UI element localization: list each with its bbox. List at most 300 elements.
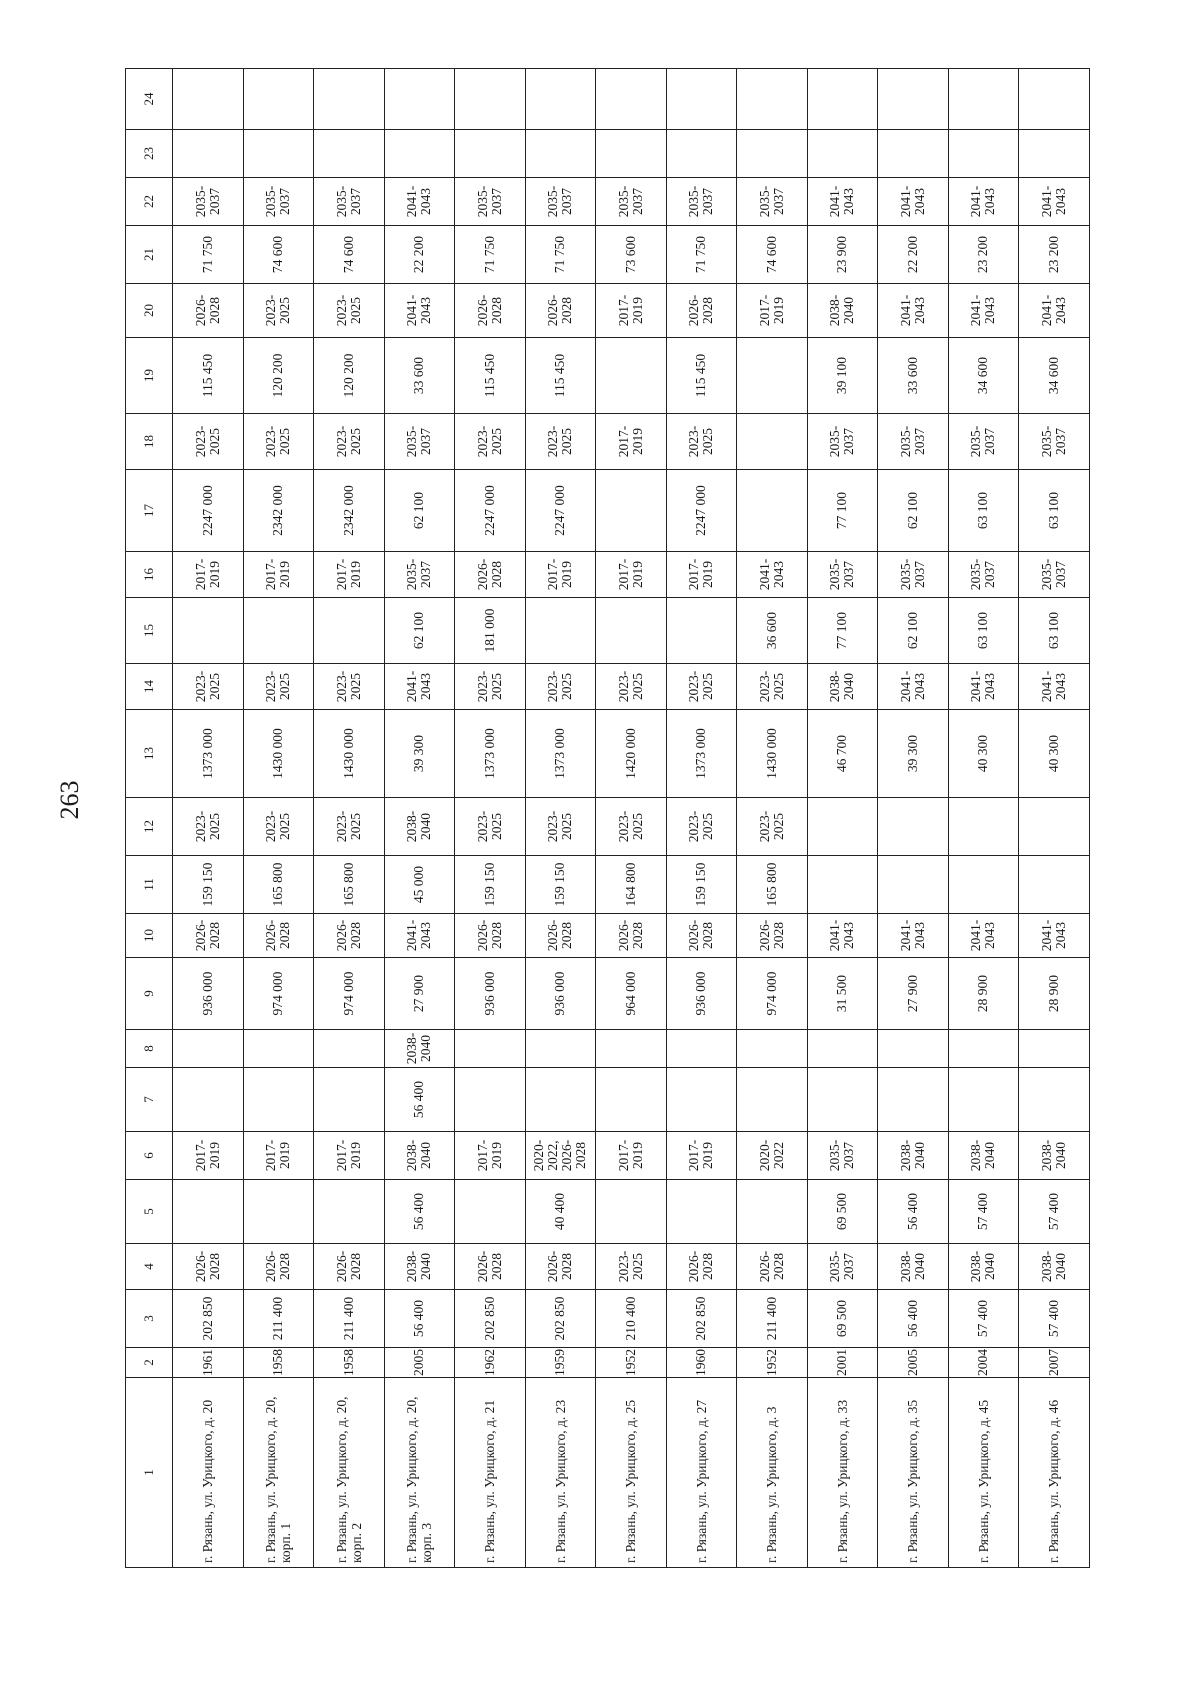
table-cell — [525, 130, 596, 178]
table-cell — [596, 1180, 667, 1244]
table-cell: 2023- 2025 — [243, 664, 314, 710]
table-cell: 974 000 — [243, 958, 314, 1030]
table-cell — [666, 598, 737, 664]
table-cell — [314, 1180, 385, 1244]
table-cell — [666, 130, 737, 178]
table-cell — [596, 130, 667, 178]
address-cell: г. Рязань, ул. Урицкого, д. 23 — [525, 1378, 596, 1568]
address-cell: г. Рязань, ул. Урицкого, д. 3 — [737, 1378, 808, 1568]
table-cell: 936 000 — [525, 958, 596, 1030]
table-cell: 974 000 — [314, 958, 385, 1030]
address-cell: г. Рязань, ул. Урицкого, д. 35 — [878, 1378, 949, 1568]
column-header: 8 — [126, 1030, 173, 1068]
table-cell — [243, 1180, 314, 1244]
table-cell — [596, 338, 667, 414]
table-cell: 2247 000 — [455, 470, 526, 552]
table-cell: 63 100 — [948, 470, 1019, 552]
table-cell — [596, 1030, 667, 1068]
table-cell: 56 400 — [384, 1180, 455, 1244]
table-cell: 2035- 2037 — [948, 552, 1019, 598]
table-cell — [173, 130, 244, 178]
column-header: 12 — [126, 798, 173, 856]
table-cell: 69 500 — [807, 1290, 878, 1348]
table-cell: 165 800 — [737, 856, 808, 914]
table-cell: 2035- 2037 — [525, 178, 596, 226]
table-cell: 2035- 2037 — [173, 178, 244, 226]
column-header: 7 — [126, 1068, 173, 1132]
table-cell: 56 400 — [384, 1068, 455, 1132]
table-cell: 2023- 2025 — [455, 664, 526, 710]
table-cell: 2038- 2040 — [1019, 1132, 1090, 1180]
table-cell: 2038- 2040 — [384, 1244, 455, 1290]
table-cell — [243, 598, 314, 664]
table-cell — [173, 1068, 244, 1132]
table-cell: 2041- 2043 — [737, 552, 808, 598]
table-cell: 2038- 2040 — [878, 1132, 949, 1180]
table-cell: 2023- 2025 — [737, 798, 808, 856]
column-header: 20 — [126, 284, 173, 338]
table-cell — [807, 69, 878, 130]
table-cell: 2041- 2043 — [878, 178, 949, 226]
table-cell: 40 400 — [525, 1180, 596, 1244]
table-cell: 115 450 — [666, 338, 737, 414]
table-cell: 120 200 — [314, 338, 385, 414]
table-cell: 28 900 — [948, 958, 1019, 1030]
table-cell — [173, 598, 244, 664]
table-cell — [596, 69, 667, 130]
table-cell: 2035- 2037 — [807, 1132, 878, 1180]
column-header: 14 — [126, 664, 173, 710]
table-cell — [807, 1030, 878, 1068]
table-cell — [1019, 798, 1090, 856]
table-cell: 2035- 2037 — [1019, 414, 1090, 470]
address-cell: г. Рязань, ул. Урицкого, д. 20 — [173, 1378, 244, 1568]
table-cell: 2035- 2037 — [455, 178, 526, 226]
table-cell: 211 400 — [243, 1290, 314, 1348]
table-cell — [737, 1030, 808, 1068]
table-cell: 74 600 — [737, 226, 808, 284]
table-cell: 2026- 2028 — [666, 914, 737, 958]
table-cell: 2038- 2040 — [384, 1132, 455, 1180]
address-cell: г. Рязань, ул. Урицкого, д. 33 — [807, 1378, 878, 1568]
table-cell: 2041- 2043 — [948, 914, 1019, 958]
table-row — [878, 69, 949, 1568]
table-cell: 2026- 2028 — [666, 284, 737, 338]
column-header: 3 — [126, 1290, 173, 1348]
column-header: 23 — [126, 130, 173, 178]
table-cell: 2342 000 — [243, 470, 314, 552]
address-cell: г. Рязань, ул. Урицкого, д. 27 — [666, 1378, 737, 1568]
table-cell: 2023- 2025 — [737, 664, 808, 710]
table-row — [807, 69, 878, 1568]
table-cell: 2035- 2037 — [807, 1244, 878, 1290]
table-cell: 2041- 2043 — [384, 664, 455, 710]
table-cell — [1019, 69, 1090, 130]
table-cell: 181 000 — [455, 598, 526, 664]
table-cell: 63 100 — [948, 598, 1019, 664]
table-cell — [878, 1030, 949, 1068]
column-header: 9 — [126, 958, 173, 1030]
table-cell — [243, 130, 314, 178]
table-cell: 2026- 2028 — [314, 1244, 385, 1290]
table-cell: 2041- 2043 — [948, 664, 1019, 710]
table-cell: 2026- 2028 — [455, 284, 526, 338]
table-cell: 2026- 2028 — [525, 914, 596, 958]
table-row — [384, 69, 455, 1568]
table-cell: 202 850 — [173, 1290, 244, 1348]
table-cell — [314, 1030, 385, 1068]
table-cell — [948, 856, 1019, 914]
table-cell — [314, 130, 385, 178]
address-cell: г. Рязань, ул. Урицкого, д. 21 — [455, 1378, 526, 1568]
table-cell: 40 300 — [948, 710, 1019, 798]
table-cell — [243, 69, 314, 130]
table-cell: 2023- 2025 — [243, 414, 314, 470]
table-cell: 936 000 — [455, 958, 526, 1030]
table-cell: 39 100 — [807, 338, 878, 414]
table-header-row — [126, 69, 173, 1568]
table-cell: 2017- 2019 — [596, 552, 667, 598]
table-cell: 2023- 2025 — [455, 798, 526, 856]
table-cell: 2035- 2037 — [1019, 552, 1090, 598]
table-cell — [807, 1068, 878, 1132]
table-cell: 56 400 — [878, 1180, 949, 1244]
table-cell: 2007 — [1019, 1348, 1090, 1378]
table-cell — [525, 1068, 596, 1132]
table-cell: 2026- 2028 — [455, 914, 526, 958]
table-cell: 23 200 — [948, 226, 1019, 284]
table-cell: 159 150 — [173, 856, 244, 914]
table-cell: 77 100 — [807, 470, 878, 552]
table-cell — [948, 1068, 1019, 1132]
table-cell: 115 450 — [525, 338, 596, 414]
table-row — [596, 69, 667, 1568]
table-cell: 2023- 2025 — [243, 798, 314, 856]
table-cell: 2017- 2019 — [596, 284, 667, 338]
address-cell: г. Рязань, ул. Урицкого, д. 20, корп. 3 — [384, 1378, 455, 1568]
table-cell: 2035- 2037 — [384, 552, 455, 598]
table-cell — [878, 69, 949, 130]
table-cell: 210 400 — [596, 1290, 667, 1348]
table-cell — [878, 856, 949, 914]
table-cell: 2038- 2040 — [948, 1244, 1019, 1290]
table-cell: 2023- 2025 — [173, 664, 244, 710]
table-cell: 57 400 — [1019, 1180, 1090, 1244]
table-cell — [666, 1030, 737, 1068]
table-cell: 2041- 2043 — [384, 284, 455, 338]
table-cell: 33 600 — [384, 338, 455, 414]
table-cell — [455, 69, 526, 130]
table-cell: 2041- 2043 — [1019, 914, 1090, 958]
table-cell: 1959 — [525, 1348, 596, 1378]
table-cell — [525, 598, 596, 664]
table-cell: 2026- 2028 — [737, 1244, 808, 1290]
address-cell: г. Рязань, ул. Урицкого, д. 20, корп. 1 — [243, 1378, 314, 1568]
table-cell: 23 200 — [1019, 226, 1090, 284]
table-cell — [807, 130, 878, 178]
table-cell: 2020- 2022, 2026- 2028 — [525, 1132, 596, 1180]
table-row — [737, 69, 808, 1568]
table-cell: 2035- 2037 — [807, 414, 878, 470]
table-cell: 2041- 2043 — [807, 178, 878, 226]
table-cell: 63 100 — [1019, 598, 1090, 664]
table-cell: 2041- 2043 — [1019, 284, 1090, 338]
table-cell: 2017- 2019 — [243, 1132, 314, 1180]
table-cell: 165 800 — [314, 856, 385, 914]
table-cell — [737, 1068, 808, 1132]
table-cell: 1430 000 — [243, 710, 314, 798]
table-cell: 115 450 — [173, 338, 244, 414]
column-header: 15 — [126, 598, 173, 664]
table-cell — [948, 798, 1019, 856]
table-cell: 2038- 2040 — [1019, 1244, 1090, 1290]
table-cell: 1961 — [173, 1348, 244, 1378]
table-cell: 1952 — [737, 1348, 808, 1378]
table-cell: 2038- 2040 — [948, 1132, 1019, 1180]
table-cell: 2023- 2025 — [596, 1244, 667, 1290]
table-cell: 202 850 — [455, 1290, 526, 1348]
table-cell — [948, 130, 1019, 178]
table-cell: 27 900 — [384, 958, 455, 1030]
table-cell: 2023- 2025 — [666, 798, 737, 856]
table-cell: 2038- 2040 — [807, 284, 878, 338]
table-cell: 57 400 — [948, 1180, 1019, 1244]
table-cell: 39 300 — [878, 710, 949, 798]
table-cell — [878, 1068, 949, 1132]
table-cell: 39 300 — [384, 710, 455, 798]
table-cell: 1420 000 — [596, 710, 667, 798]
table-cell: 1958 — [243, 1348, 314, 1378]
table-cell: 36 600 — [737, 598, 808, 664]
table-cell — [596, 598, 667, 664]
table-cell: 77 100 — [807, 598, 878, 664]
table-cell: 74 600 — [243, 226, 314, 284]
table-cell: 2017- 2019 — [666, 552, 737, 598]
table-cell — [314, 69, 385, 130]
table-cell: 936 000 — [666, 958, 737, 1030]
table-cell: 2023- 2025 — [666, 414, 737, 470]
table-cell — [173, 1030, 244, 1068]
table-cell: 2020- 2022 — [737, 1132, 808, 1180]
table-cell: 211 400 — [737, 1290, 808, 1348]
table-cell: 62 100 — [384, 470, 455, 552]
table-cell: 40 300 — [1019, 710, 1090, 798]
table-cell: 71 750 — [455, 226, 526, 284]
table-cell: 974 000 — [737, 958, 808, 1030]
table-cell: 2017- 2019 — [666, 1132, 737, 1180]
table-cell: 57 400 — [948, 1290, 1019, 1348]
table-cell: 2005 — [878, 1348, 949, 1378]
table-cell: 2342 000 — [314, 470, 385, 552]
table-cell — [314, 1068, 385, 1132]
table-cell — [173, 1180, 244, 1244]
address-cell: г. Рязань, ул. Урицкого, д. 20, корп. 2 — [314, 1378, 385, 1568]
table-cell: 2026- 2028 — [525, 284, 596, 338]
table-cell: 1373 000 — [455, 710, 526, 798]
table-cell: 2023- 2025 — [596, 798, 667, 856]
table-cell — [666, 1180, 737, 1244]
table-cell: 2017- 2019 — [314, 552, 385, 598]
table-cell: 27 900 — [878, 958, 949, 1030]
table-cell: 34 600 — [948, 338, 1019, 414]
table-cell: 211 400 — [314, 1290, 385, 1348]
table-cell: 2023- 2025 — [666, 664, 737, 710]
table-cell: 2026- 2028 — [173, 284, 244, 338]
table-cell: 33 600 — [878, 338, 949, 414]
column-header: 4 — [126, 1244, 173, 1290]
table-cell: 2023- 2025 — [314, 284, 385, 338]
table-cell — [878, 130, 949, 178]
table-cell: 69 500 — [807, 1180, 878, 1244]
table-cell — [596, 1068, 667, 1132]
table-cell: 23 900 — [807, 226, 878, 284]
column-header: 24 — [126, 69, 173, 130]
table-cell: 2023- 2025 — [596, 664, 667, 710]
table-cell: 202 850 — [666, 1290, 737, 1348]
table-cell: 2035- 2037 — [878, 414, 949, 470]
column-header: 2 — [126, 1348, 173, 1378]
table-cell: 2035- 2037 — [243, 178, 314, 226]
table-cell: 2017- 2019 — [596, 414, 667, 470]
table-cell: 2026- 2028 — [525, 1244, 596, 1290]
column-header: 18 — [126, 414, 173, 470]
column-header: 21 — [126, 226, 173, 284]
table-row — [314, 69, 385, 1568]
table-cell: 2035- 2037 — [384, 414, 455, 470]
table-cell — [737, 130, 808, 178]
table-cell — [1019, 856, 1090, 914]
table-cell: 2023- 2025 — [455, 414, 526, 470]
table-cell: 2017- 2019 — [525, 552, 596, 598]
table-cell — [948, 69, 1019, 130]
table-cell: 115 450 — [455, 338, 526, 414]
table-cell: 2023- 2025 — [243, 284, 314, 338]
table-cell: 2038- 2040 — [384, 1030, 455, 1068]
table-cell: 2035- 2037 — [807, 552, 878, 598]
table-cell: 2026- 2028 — [173, 914, 244, 958]
table-cell: 2026- 2028 — [596, 914, 667, 958]
table-cell: 2038- 2040 — [878, 1244, 949, 1290]
table-cell: 2041- 2043 — [878, 284, 949, 338]
table-cell: 2247 000 — [525, 470, 596, 552]
table-cell: 159 150 — [666, 856, 737, 914]
table-cell: 202 850 — [525, 1290, 596, 1348]
table-cell — [455, 1030, 526, 1068]
table-cell: 2017- 2019 — [455, 1132, 526, 1180]
page-number: 263 — [55, 780, 84, 820]
table-cell: 2026- 2028 — [173, 1244, 244, 1290]
column-header: 10 — [126, 914, 173, 958]
table-cell: 2038- 2040 — [807, 664, 878, 710]
table-cell: 2026- 2028 — [455, 1244, 526, 1290]
table-cell: 62 100 — [384, 598, 455, 664]
table-cell — [314, 598, 385, 664]
table-cell — [666, 1068, 737, 1132]
table-cell: 2026- 2028 — [314, 914, 385, 958]
table-cell: 165 800 — [243, 856, 314, 914]
column-header: 13 — [126, 710, 173, 798]
table-cell: 46 700 — [807, 710, 878, 798]
table-cell — [737, 1180, 808, 1244]
table-cell: 56 400 — [878, 1290, 949, 1348]
table-cell: 1958 — [314, 1348, 385, 1378]
table-cell — [737, 414, 808, 470]
table-row — [1019, 69, 1090, 1568]
table-cell: 2026- 2028 — [243, 914, 314, 958]
table-cell: 2017- 2019 — [737, 284, 808, 338]
table-cell — [948, 1030, 1019, 1068]
table-cell — [455, 1180, 526, 1244]
table-cell — [455, 130, 526, 178]
table-cell: 2001 — [807, 1348, 878, 1378]
column-header: 22 — [126, 178, 173, 226]
table-cell: 63 100 — [1019, 470, 1090, 552]
table-cell — [384, 69, 455, 130]
table-cell: 2004 — [948, 1348, 1019, 1378]
table-cell: 71 750 — [173, 226, 244, 284]
column-header: 11 — [126, 856, 173, 914]
table-cell — [243, 1068, 314, 1132]
table-cell: 2247 000 — [666, 470, 737, 552]
table-cell: 964 000 — [596, 958, 667, 1030]
table-cell: 1373 000 — [525, 710, 596, 798]
table-cell: 62 100 — [878, 598, 949, 664]
table-cell: 2041- 2043 — [948, 178, 1019, 226]
table-cell: 2035- 2037 — [737, 178, 808, 226]
address-cell: г. Рязань, ул. Урицкого, д. 46 — [1019, 1378, 1090, 1568]
address-cell: г. Рязань, ул. Урицкого, д. 45 — [948, 1378, 1019, 1568]
table-row — [948, 69, 1019, 1568]
table-cell — [737, 338, 808, 414]
table-cell: 31 500 — [807, 958, 878, 1030]
table-cell: 2035- 2037 — [596, 178, 667, 226]
table-cell: 2023- 2025 — [173, 414, 244, 470]
table-cell: 34 600 — [1019, 338, 1090, 414]
table-cell: 71 750 — [525, 226, 596, 284]
table-cell — [878, 798, 949, 856]
table-cell — [807, 798, 878, 856]
table-cell: 2023- 2025 — [525, 798, 596, 856]
table-cell: 1952 — [596, 1348, 667, 1378]
table-cell — [1019, 130, 1090, 178]
table-cell: 2023- 2025 — [314, 414, 385, 470]
table-cell: 2041- 2043 — [948, 284, 1019, 338]
table-cell: 1962 — [455, 1348, 526, 1378]
table-cell: 62 100 — [878, 470, 949, 552]
table-cell: 1373 000 — [173, 710, 244, 798]
table-cell: 2023- 2025 — [525, 414, 596, 470]
table-cell — [243, 1030, 314, 1068]
table-cell: 74 600 — [314, 226, 385, 284]
table-cell: 2023- 2025 — [314, 664, 385, 710]
table-cell — [455, 1068, 526, 1132]
table-cell: 2017- 2019 — [314, 1132, 385, 1180]
table-cell — [525, 69, 596, 130]
table-cell: 2041- 2043 — [807, 914, 878, 958]
table-cell: 57 400 — [1019, 1290, 1090, 1348]
column-header: 17 — [126, 470, 173, 552]
table-cell — [1019, 1030, 1090, 1068]
table-cell: 2026- 2028 — [243, 1244, 314, 1290]
table-cell: 2005 — [384, 1348, 455, 1378]
table-cell: 2026- 2028 — [737, 914, 808, 958]
table-cell — [384, 130, 455, 178]
table-cell: 2041- 2043 — [384, 914, 455, 958]
table-cell: 73 600 — [596, 226, 667, 284]
table-cell: 2247 000 — [173, 470, 244, 552]
table-cell — [1019, 1068, 1090, 1132]
table-cell: 22 200 — [878, 226, 949, 284]
